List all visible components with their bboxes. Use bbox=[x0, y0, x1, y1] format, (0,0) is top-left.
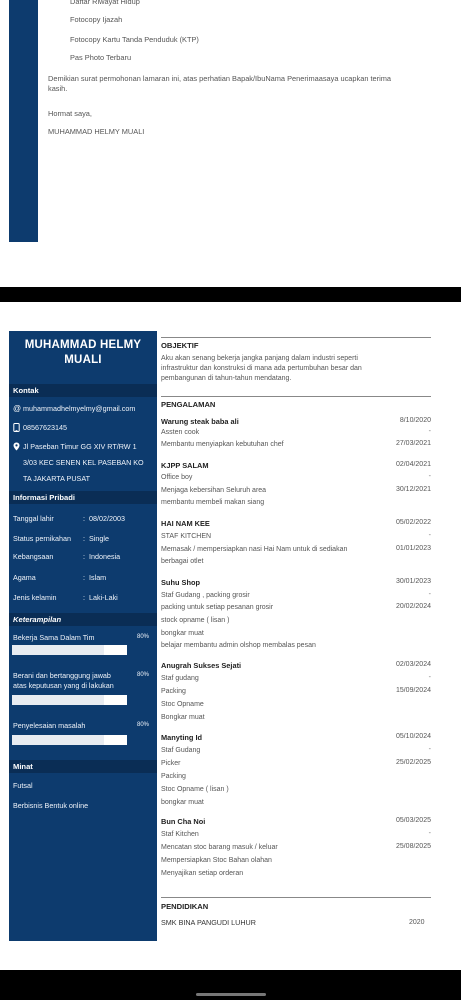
date-separator: - bbox=[428, 428, 431, 435]
personal-value: Single bbox=[89, 534, 109, 543]
home-indicator[interactable] bbox=[196, 993, 266, 996]
date-separator: - bbox=[428, 473, 431, 480]
job-company: Anugrah Sukses Sejati bbox=[161, 661, 242, 670]
skill-percent: 80% bbox=[137, 722, 150, 728]
skill-percent: 80% bbox=[137, 672, 150, 678]
attachment-item: Fotocopy Kartu Tanda Penduduk (KTP) bbox=[70, 35, 199, 44]
job-start-date: 05/03/2025 bbox=[395, 817, 431, 824]
personal-label: Kebangsaan bbox=[13, 552, 54, 561]
skill-level-fill bbox=[12, 645, 104, 655]
personal-colon: : bbox=[83, 514, 85, 523]
job-start-date: 05/02/2022 bbox=[395, 519, 431, 526]
letter-sidebar-stripe bbox=[9, 0, 38, 242]
skill-label: atas keputusan yang di lakukan bbox=[13, 681, 114, 690]
skills-heading: Keterampilan bbox=[9, 613, 157, 626]
skill-level-bar bbox=[12, 645, 127, 655]
contact-address-line: Jl Paseban Timur GG XIV RT/RW 1 bbox=[23, 442, 137, 451]
personal-label: Tanggal lahir bbox=[13, 514, 54, 523]
job-detail: stock opname ( lisan ) bbox=[161, 617, 230, 624]
job-detail: belajar membantu admin olshop membalas pesan bbox=[161, 642, 316, 649]
personal-colon: : bbox=[83, 593, 85, 602]
job-detail: Assten cook bbox=[161, 429, 200, 436]
job-start-date: 02/04/2021 bbox=[395, 461, 431, 468]
interest-item: Berbisnis Bentuk online bbox=[13, 801, 89, 810]
skill-label: Bekerja Sama Dalam Tim bbox=[13, 633, 95, 642]
date-separator: - bbox=[428, 674, 431, 681]
skill-percent: 80% bbox=[137, 634, 150, 640]
education-school: SMK BINA PANGUDI LUHUR bbox=[161, 918, 256, 927]
job-detail: Staf gudang bbox=[161, 675, 199, 682]
attachment-item: Fotocopy Ijazah bbox=[70, 15, 123, 24]
education-heading: PENDIDIKAN bbox=[161, 902, 209, 911]
personal-colon: : bbox=[83, 573, 85, 582]
job-start-date: 02/03/2024 bbox=[395, 661, 431, 668]
closing-paragraph: Demikian surat permohonan lamaran ini, atas perhatian Bapak/IbuNama Penerimaasaya ucapkan terima kasih. bbox=[48, 74, 392, 93]
attachment-item: Pas Photo Terbaru bbox=[70, 53, 132, 62]
job-detail: Packing bbox=[161, 773, 186, 780]
skill-level-bar bbox=[12, 735, 127, 745]
interests-heading: Minat bbox=[9, 760, 157, 773]
job-detail: Mencatan stoc barang masuk / keluar bbox=[161, 844, 278, 851]
job-detail: Staf Kitchen bbox=[161, 831, 199, 838]
attachment-item: Daftar Riwayat Hidup bbox=[70, 0, 140, 6]
job-end-date: 25/08/2025 bbox=[395, 843, 431, 850]
job-detail: Mempersiapkan Stoc Bahan olahan bbox=[161, 857, 272, 864]
cv-name: MUHAMMAD HELMY MUALI bbox=[24, 339, 142, 366]
date-separator: - bbox=[428, 532, 431, 539]
job-detail: STAF KITCHEN bbox=[161, 533, 212, 540]
job-detail: bongkar muat bbox=[161, 630, 204, 637]
job-detail: Staf Gudang , packing grosir bbox=[161, 592, 250, 599]
job-detail: Bongkar muat bbox=[161, 714, 205, 721]
letter-page bbox=[0, 0, 461, 287]
job-company: Manyting Id bbox=[161, 733, 203, 742]
personal-label: Status pernikahan bbox=[13, 534, 71, 543]
job-detail: Menyajikan setiap orderan bbox=[161, 870, 244, 877]
section-divider bbox=[161, 897, 431, 898]
personal-value: Laki-Laki bbox=[89, 593, 118, 602]
personal-label: Agama bbox=[13, 573, 36, 582]
personal-label: Jenis kelamin bbox=[13, 593, 57, 602]
contact-address-line: 3/03 KEC SENEN KEL PASEBAN KO bbox=[23, 458, 144, 467]
skill-level-fill bbox=[12, 735, 104, 745]
skill-label: Penyelesaian masalah bbox=[13, 721, 86, 730]
job-detail: membantu membeli makan siang bbox=[161, 499, 265, 506]
cv-page bbox=[0, 302, 461, 970]
location-pin-icon bbox=[13, 442, 20, 453]
signature-name: MUHAMMAD HELMY MUALI bbox=[48, 127, 145, 136]
contact-address-line: TA JAKARTA PUSAT bbox=[23, 474, 90, 483]
phone-icon bbox=[13, 423, 20, 434]
objective-text: Aku akan senang bekerja jangka panjang dalam industri seperti infrastruktur dan konstruksi di mana ada pertumbuhan besar dan pembangunan di tahun-tahun mendatang. bbox=[161, 355, 362, 382]
education-year: 2020 bbox=[409, 919, 425, 926]
job-detail: Stoc Opname ( lisan ) bbox=[161, 786, 229, 793]
section-divider bbox=[161, 396, 431, 397]
job-detail: Membantu menyiapkan kebutuhan chef bbox=[161, 441, 284, 448]
regards-text: Hormat saya, bbox=[48, 109, 92, 118]
job-end-date: 20/02/2024 bbox=[395, 603, 431, 610]
at-icon: @ bbox=[13, 404, 22, 413]
personal-value: Indonesia bbox=[89, 552, 121, 561]
job-detail: Picker bbox=[161, 760, 181, 767]
job-company: Suhu Shop bbox=[161, 578, 200, 587]
job-start-date: 8/10/2020 bbox=[399, 417, 431, 424]
job-detail: bongkar muat bbox=[161, 799, 204, 806]
date-separator: - bbox=[428, 830, 431, 837]
job-detail: Office boy bbox=[161, 474, 193, 481]
job-end-date: 15/09/2024 bbox=[395, 687, 431, 694]
date-separator: - bbox=[428, 746, 431, 753]
personal-value: Islam bbox=[89, 573, 107, 582]
personal-value: 08/02/2003 bbox=[89, 514, 125, 523]
job-detail: Menjaga kebersihan Seluruh area bbox=[161, 487, 267, 494]
personal-colon: : bbox=[83, 552, 85, 561]
date-separator: - bbox=[428, 591, 431, 598]
job-detail: packing untuk setiap pesanan grosir bbox=[161, 604, 274, 611]
job-end-date: 25/02/2025 bbox=[395, 759, 431, 766]
contact-heading: Kontak bbox=[9, 384, 157, 397]
personal-colon: : bbox=[83, 534, 85, 543]
job-detail: Stoc Opname bbox=[161, 701, 204, 708]
job-company: Bun Cha Noi bbox=[161, 817, 206, 826]
job-detail: Memasak / mempersiapkan nasi Hai Nam untuk di sediakan bbox=[161, 546, 348, 553]
experience-heading: PENGALAMAN bbox=[161, 400, 216, 409]
objective-heading: OBJEKTIF bbox=[161, 341, 199, 350]
skill-level-fill bbox=[12, 695, 104, 705]
job-start-date: 30/01/2023 bbox=[395, 578, 431, 585]
skill-label: Berani dan bertanggung jawab bbox=[13, 671, 111, 680]
job-end-date: 27/03/2021 bbox=[395, 440, 431, 447]
job-company: Warung steak baba ali bbox=[161, 417, 239, 426]
job-detail: berbagai otlet bbox=[161, 558, 204, 565]
cv-sidebar bbox=[9, 331, 157, 941]
job-company: HAI NAM KEE bbox=[161, 519, 210, 528]
skill-level-bar bbox=[12, 695, 127, 705]
contact-email[interactable]: muhammadhelmyelmy@gmail.com bbox=[23, 404, 136, 413]
job-company: KJPP SALAM bbox=[161, 461, 209, 470]
job-end-date: 01/01/2023 bbox=[395, 545, 431, 552]
section-divider bbox=[161, 337, 431, 338]
job-start-date: 05/10/2024 bbox=[395, 733, 431, 740]
job-detail: Staf Gudang bbox=[161, 747, 201, 754]
contact-phone[interactable]: 08567623145 bbox=[23, 423, 67, 432]
job-detail: Packing bbox=[161, 688, 186, 695]
job-end-date: 30/12/2021 bbox=[395, 486, 431, 493]
interest-item: Futsal bbox=[13, 781, 33, 790]
personal-info-heading: Informasi Pribadi bbox=[9, 491, 157, 504]
